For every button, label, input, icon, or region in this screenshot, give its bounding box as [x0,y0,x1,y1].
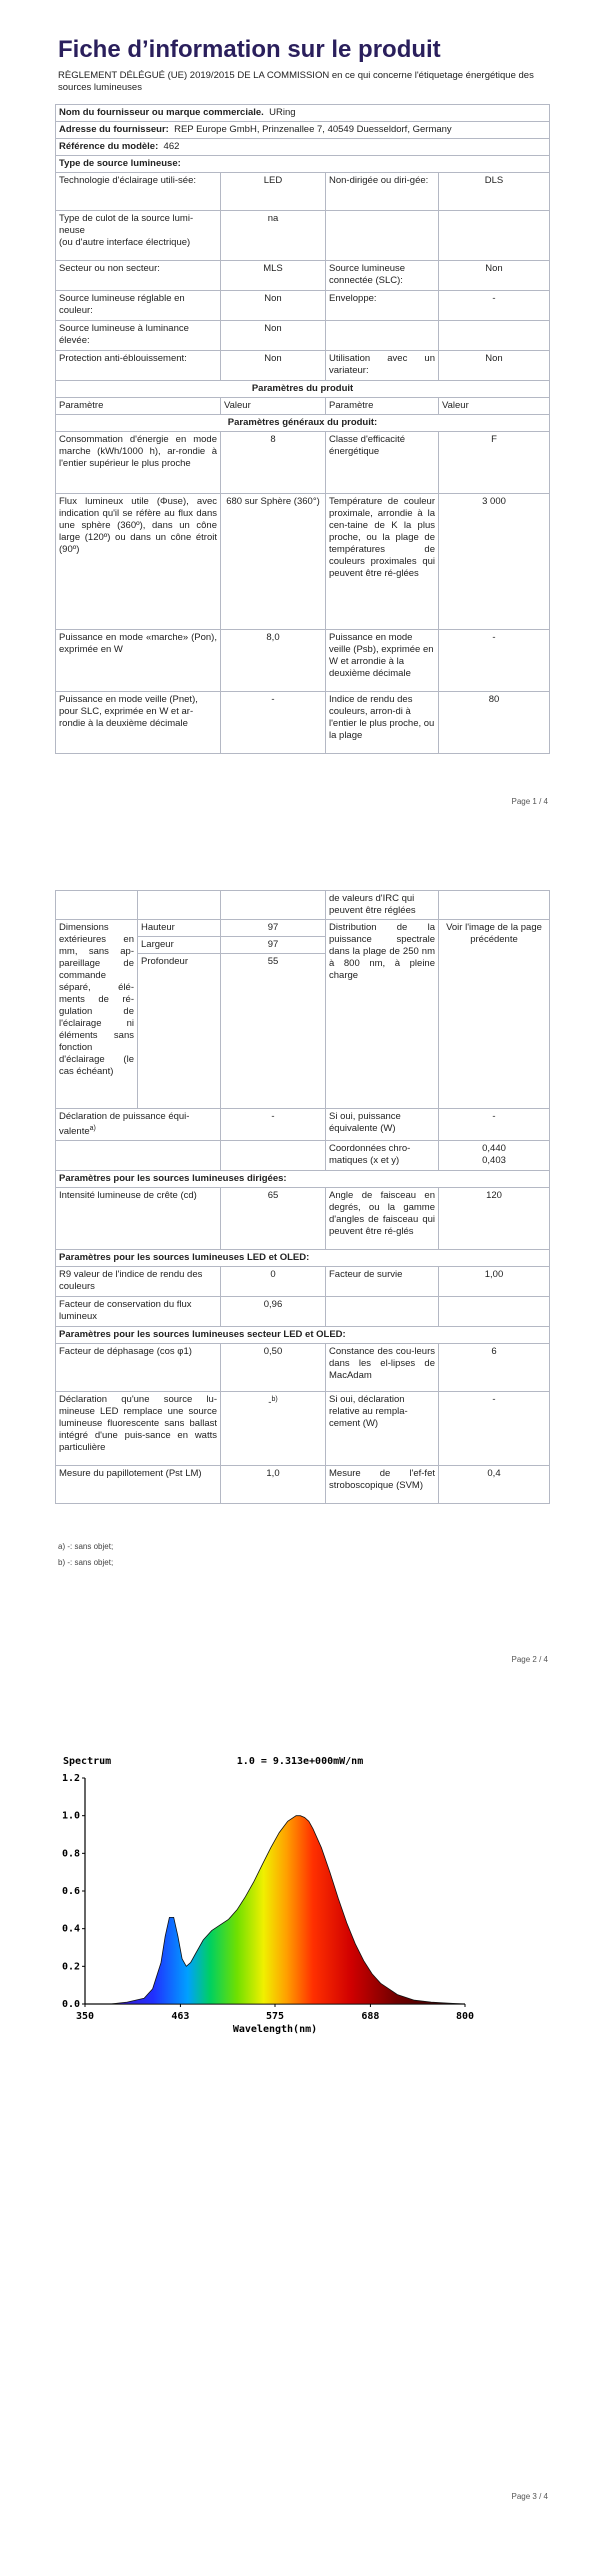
page-number: Page 1 / 4 [511,797,548,806]
type-header: Type de source lumineuse: [56,156,550,173]
x-tick-label: 800 [455,2011,475,2022]
chart-title: 1.0 = 9.313e+000mW/nm [236,1756,364,1767]
page-number: Page 3 / 4 [511,2492,548,2501]
x-tick-label: 463 [171,2011,190,2022]
page-number: Page 2 / 4 [511,1655,548,1664]
x-tick-label: 575 [265,2011,285,2022]
general-header: Paramètres généraux du produit: [56,415,550,432]
y-tick-label: 1.0 [61,1810,80,1822]
info-table-1: Nom du fournisseur ou marque commerciale. URing Adresse du fournisseur: REP Europe GmbH, Prinzenallee 7, 40549 Duesseldorf, Germany Référence du modèle: 462 Type de source lumineuse: Technologie d'éclairage utili-sée: LED Non-dirigée ou diri-gée: DLS Type de culot de la source lumi-neuse (ou d'autre interface électrique) na Secteur ou non secteur: MLS Source lumineuse connectée (SLC): Non Source lumineuse réglable en couleur: Non Enveloppe: - Source lumineuse à luminance élevée: Non Protection anti-éblouissement: Non Utilisation avec un variateur: Non Paramètres du produit Paramètre Valeur Paramètre Valeur Paramètres généraux du produit: Consommation d'énergie en mode marche (kWh/1000 h), ar-rondie à l'entier supérieur le plus proche 8 Classe d'efficacité énergétique F Flux lumineux utile (Φuse), avec indication qu'il se réfère au flux dans une sphère (360º), dans un cône large (120º) ou dans un cône étroit (90º) 680 sur Sphère (360°) Température de couleur proximale, arrondie à la cen-taine de K la plus proche, ou la plage de températures de couleurs proximales qui peuvent être ré-glées 3 000 Puissance en mode «marche» (Pon), exprimée en W 8,0 Puissance en mode veille (Psb), exprimée en W et arrondie à la deuxième décimale - Puissance en mode veille (Pnet), pour SLC, exprimée en W et ar-rondie à la deuxième décimale - Indice de rendu des couleurs, arron-di à l'entier le plus proche, ou la plage 80 [55,104,550,754]
model-row: Référence du modèle: 462 [56,139,550,156]
footnote-b: b) -: sans objet; [58,1558,114,1567]
directed-header: Paramètres pour les sources lumineuses dirigées: [56,1171,550,1188]
y-tick-label: 0.4 [61,1923,80,1935]
y-axis-label: Spectrum [63,1756,112,1767]
page-title: Fiche d’information sur le produit [58,36,441,63]
page-3 [0,1710,603,2560]
params-header: Paramètres du produit [56,381,550,398]
x-axis-label: Wavelength(nm) [232,2024,318,2035]
y-tick-label: 0.6 [61,1886,80,1897]
supplier-row: Nom du fournisseur ou marque commerciale. URing [56,105,550,122]
page-1 [0,0,603,830]
y-tick-label: 0.2 [61,1961,80,1973]
y-tick-label: 0.0 [61,1999,80,2010]
sector-header: Paramètres pour les sources lumineuses secteur LED et OLED: [56,1327,550,1344]
spectrum-curve [85,1816,465,2004]
y-tick-label: 0.8 [61,1848,80,1860]
regulation-text: RÈGLEMENT DÉLÉGUÉ (UE) 2019/2015 DE LA COMMISSION en ce qui concerne l'étiquetage énergétique des sources lumineuses [58,70,534,93]
x-tick-label: 350 [75,2011,95,2022]
y-tick-label: 1.2 [61,1773,80,1784]
x-tick-label: 688 [361,2011,380,2022]
address-row: Adresse du fournisseur: REP Europe GmbH, Prinzenallee 7, 40549 Duesseldorf, Germany [56,122,550,139]
led-header: Paramètres pour les sources lumineuses LED et OLED: [56,1250,550,1267]
page-2 [0,830,603,1710]
spectrum-chart [55,1752,475,2052]
footnote-a: a) -: sans objet; [58,1542,114,1551]
info-table-2: de valeurs d'IRC qui peuvent être réglées Dimensions extérieures en mm, sans ap-pareillage de commande séparé, élé-ments de ré-gulation de l'éclairage ni éléments sans fonction d'éclairage (le cas échéant) Hauteur 97 Distribution de la puissance spectrale dans la plage de 250 nm à 800 nm, à pleine charge Voir l'image de la page précédente Largeur 97 Profondeur 55 Déclaration de puissance équi-valente$^{a)}$ - Si oui, puissance équivalente (W) - Coordonnées chro-matiques (x et y) 0,440 0,403 Paramètres pour les sources lumineuses dirigées: Intensité lumineuse de crête (cd) 65 Angle de faisceau en degrés, ou la gamme d'angles de faisceau qui peuvent être ré-glés 120 Paramètres pour les sources lumineuses LED et OLED: R9 valeur de l'indice de rendu des couleurs 0 Facteur de survie 1,00 Facteur de conservation du flux lumineux 0,96 Paramètres pour les sources lumineuses secteur LED et OLED: Facteur de déphasage (cos φ1) 0,50 Constance des cou-leurs dans les el-lipses de MacAdam 6 Déclaration qu'une source lu-mineuse LED remplace une source lumineuse fluorescente sans ballast intégré d'une puis-sance en watts particulière -$^{b)}$ Si oui, déclaration relative au rempla-cement (W) - Mesure du papillotement (Pst LM) 1,0 Mesure de l'ef-fet stroboscopique (SVM) 0,4 [55,890,550,1504]
